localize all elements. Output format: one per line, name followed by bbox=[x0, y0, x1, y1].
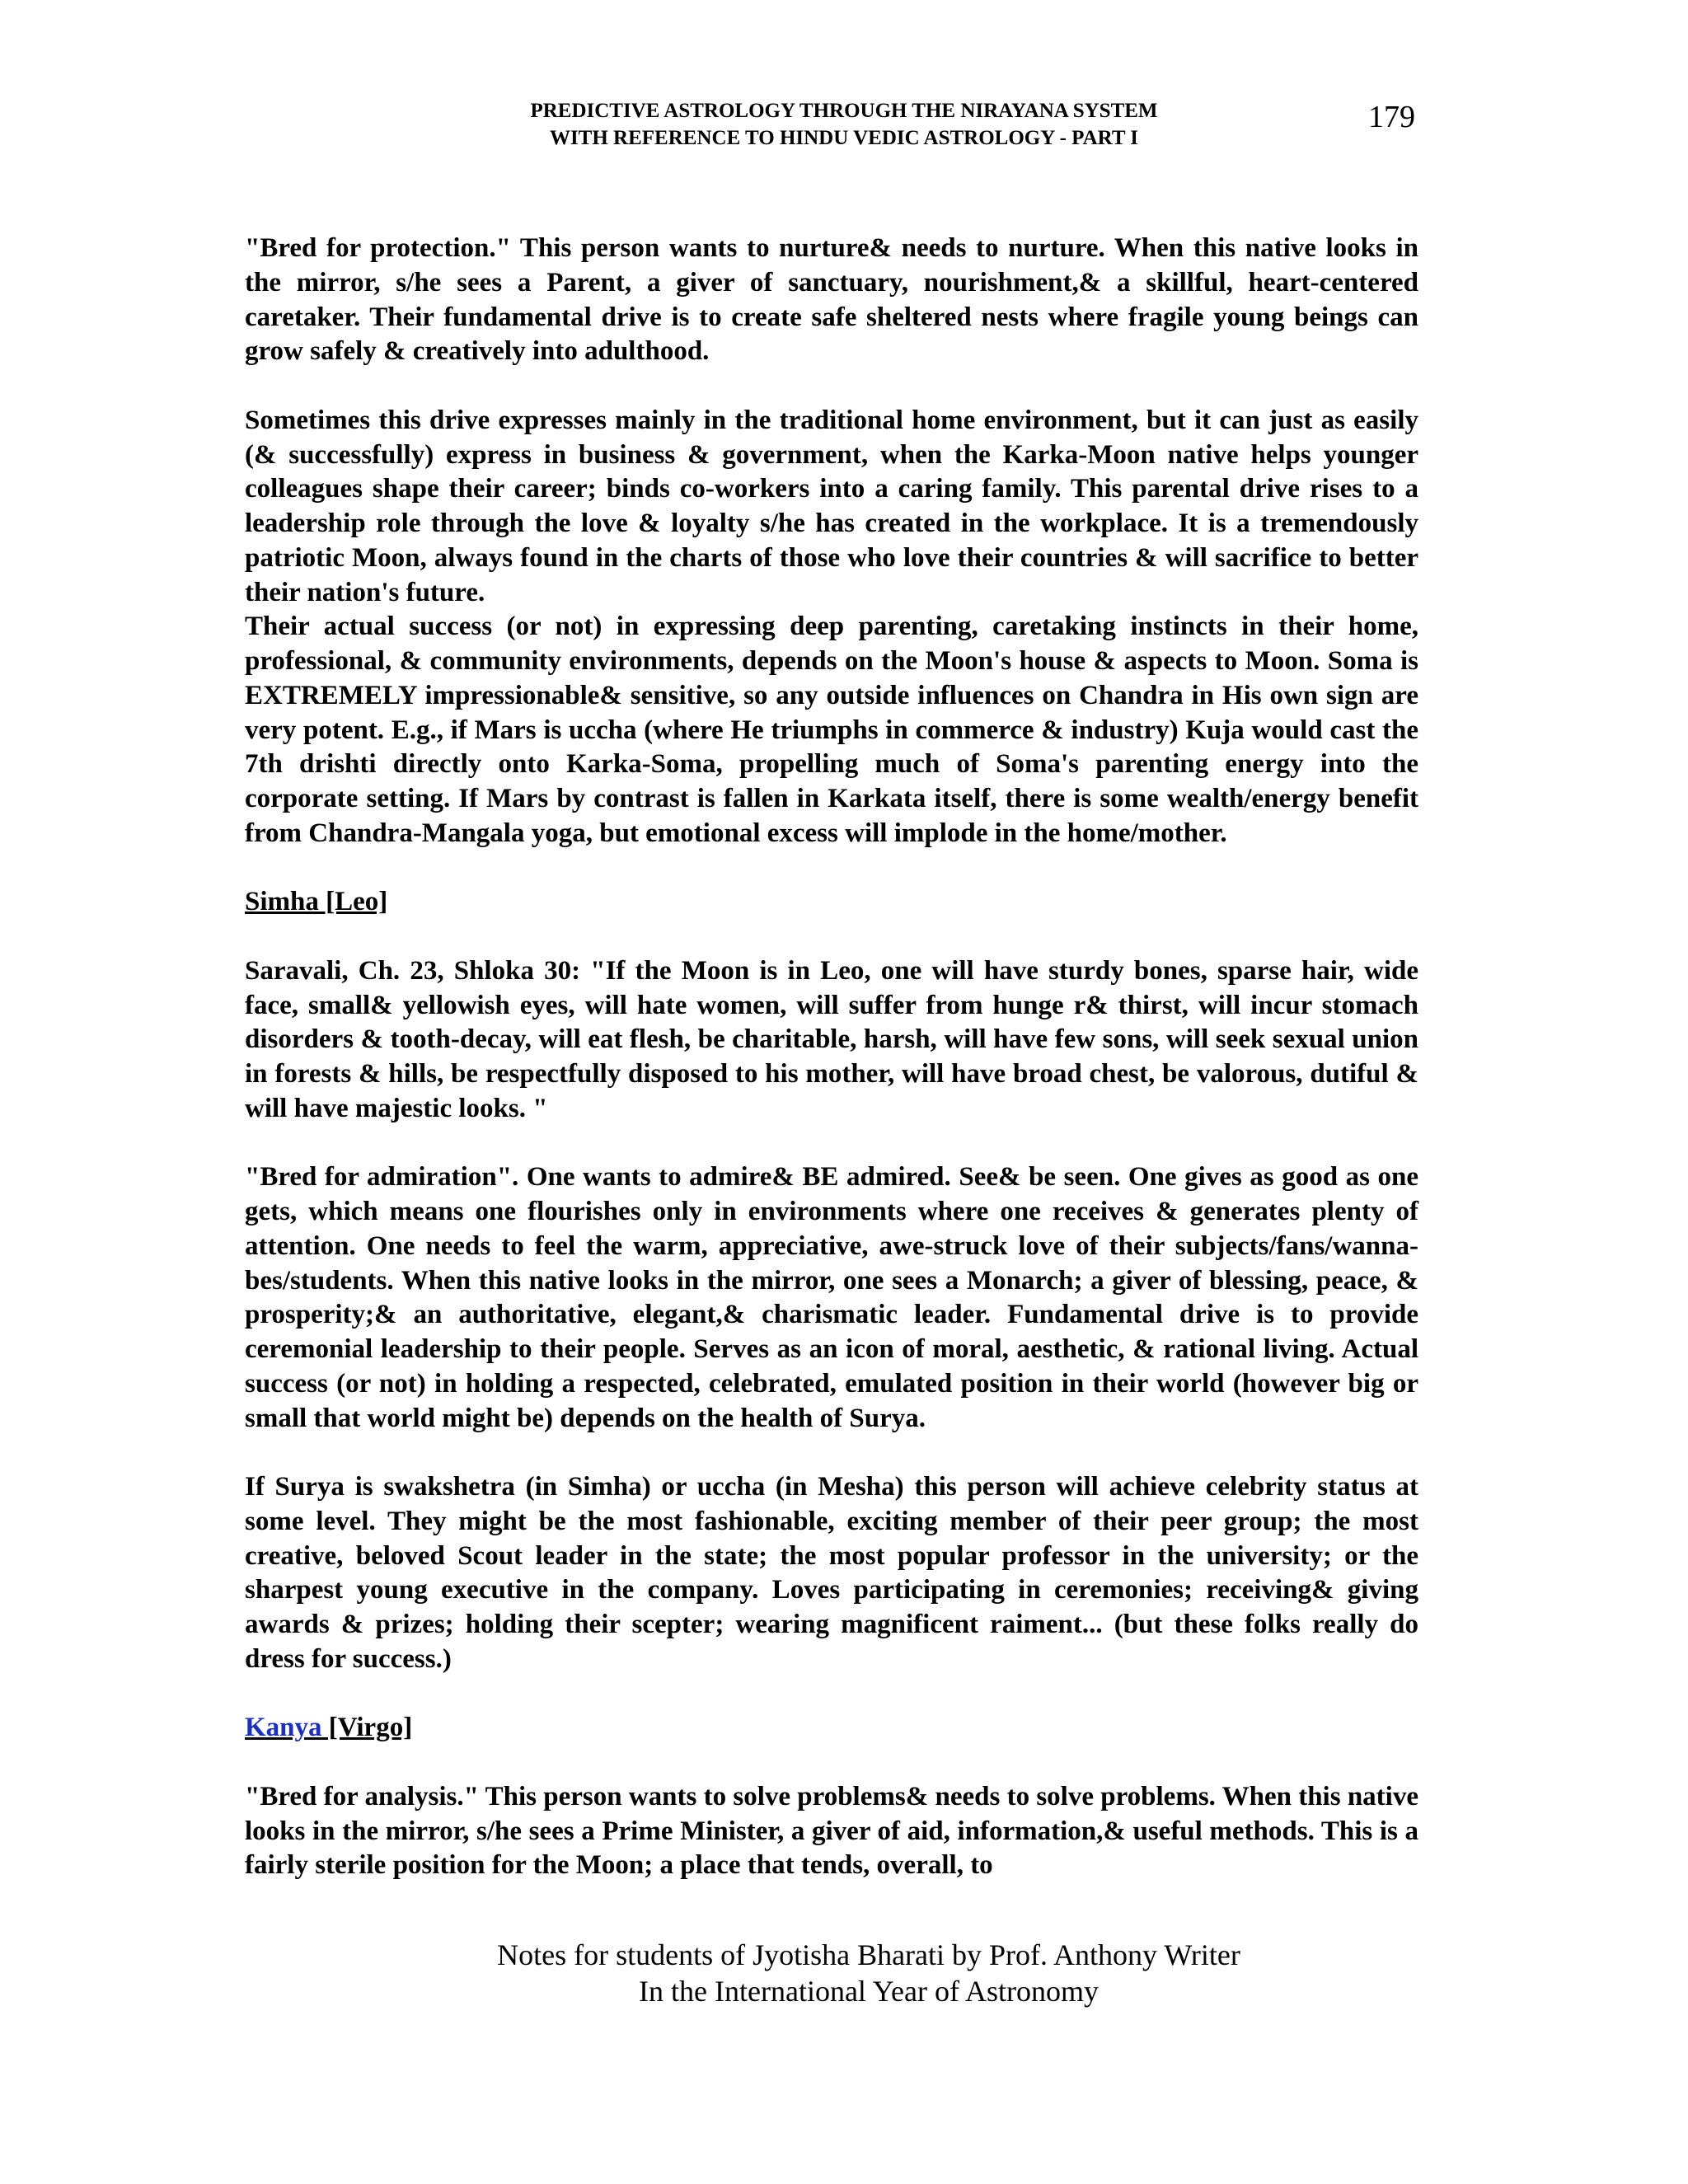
running-header bbox=[0, 97, 1688, 152]
paragraph-kanya-analysis: "Bred for analysis." This person wants to solve problems& needs to solve problems. When this native looks in the mirror, s/he sees a Prime Minister, a giver of aid, information,& useful methods. This is a fairly sterile position for the Moon; a place that tends, overall, to bbox=[245, 1781, 1418, 1881]
header-line-2: WITH REFERENCE TO HINDU VEDIC ASTROLOGY - PART I bbox=[549, 127, 1139, 149]
paragraph-saravali-quote: Saravali, Ch. 23, Shloka 30: "If the Moon is in Leo, one will have sturdy bones, sparse hair, wide face, small& yellowish eyes, will hate women, will suffer from hunge r& thirst, will incur stomach disorders & tooth-decay, will eat flesh, be charitable, harsh, will have few sons, will seek sexual union in forests & hills, be respectfully disposed to his mother, will have broad chest, be valorous, dutiful & will have majestic looks. " bbox=[245, 955, 1418, 1123]
paragraph-simha-admiration: "Bred for admiration". One wants to admire& BE admired. See& be seen. One gives as good as one gets, which means one flourishes only in environments where one receives & generates plenty of attention. One needs to feel the warm, appreciative, awe-struck love of their subjects/fans/wanna-bes/students. When this native looks in the mirror, one sees a Monarch; a giver of blessing, peace, & prosperity;& an authoritative, elegant,& charismatic leader. Fundamental drive is to provide ceremonial leadership to their people. Serves as an icon of moral, aesthetic, & rational living. Actual success (or not) in holding a respected, celebrated, emulated position in their world (however big or small that world might be) depends on the health of Surya. bbox=[245, 1162, 1418, 1433]
footer-line-1: Notes for students of Jyotisha Bharati by Prof. Anthony Writer bbox=[497, 1938, 1240, 1971]
footer-line-2: In the International Year of Astronomy bbox=[639, 1975, 1099, 2008]
page-footer bbox=[0, 1937, 1688, 2009]
paragraph-simha-surya: If Surya is swakshetra (in Simha) or uccha (in Mesha) this person will achieve celebrity status at some level. They might be the most fashionable, exciting member of their peer group; the most creative, beloved Scout leader in the state; the most popular professor in the university; or the sharpest young executive in the company. Loves participating in ceremonies; receiving& giving awards & prizes; holding their scepter; wearing magnificent raiment... (but these folks really do dress for success.) bbox=[245, 1472, 1418, 1674]
kanya-heading-rest: [Virgo] bbox=[321, 1713, 413, 1743]
paragraph-karka-success: Their actual success (or not) in expressing deep parenting, caretaking instincts in their home, professional, & community environments, depends on the Moon's house & aspects to Moon. Soma is EXTREMELY impressionable& sensitive, so any outside influences on Chandra in His own sign are very potent. E.g., if Mars is uccha (where He triumphs in commerce & industry) Kuja would cast the 7th drishti directly onto Karka-Soma, propelling much of Soma's parenting energy into the corporate setting. If Mars by contrast is fallen in Karkata itself, there is some wealth/energy benefit from Chandra-Mangala yoga, but emotional excess will implode in the home/mother. bbox=[245, 612, 1418, 848]
paragraph-karka-home: Sometimes this drive expresses mainly in the traditional home environment, but it can just as easily (& successfully) express in business & government, when the Karka-Moon native helps younger colleagues shape their career; binds co-workers into a caring family. This parental drive rises to a leadership role through the love & loyalty s/he has created in the workplace. It is a tremendously patriotic Moon, always found in the charts of those who love their countries & will sacrifice to better their nation's future. bbox=[245, 405, 1418, 607]
section-heading-kanya bbox=[245, 1711, 1418, 1746]
header-line-1: PREDICTIVE ASTROLOGY THROUGH THE NIRAYANA SYSTEM bbox=[530, 100, 1158, 122]
section-heading-simha: Simha [Leo] bbox=[245, 887, 388, 917]
page-body bbox=[245, 232, 1418, 1883]
page-number: 179 bbox=[1368, 100, 1415, 134]
paragraph-karka-protection: "Bred for protection." This person wants to nurture& needs to nurture. When this native looks in the mirror, s/he sees a Parent, a giver of sanctuary, nourishment,& a skillful, heart-centered caretaker. Their fundamental drive is to create safe sheltered nests where fragile young beings can grow safely & creatively into adulthood. bbox=[245, 233, 1418, 367]
kanya-link[interactable]: Kanya bbox=[245, 1713, 322, 1743]
